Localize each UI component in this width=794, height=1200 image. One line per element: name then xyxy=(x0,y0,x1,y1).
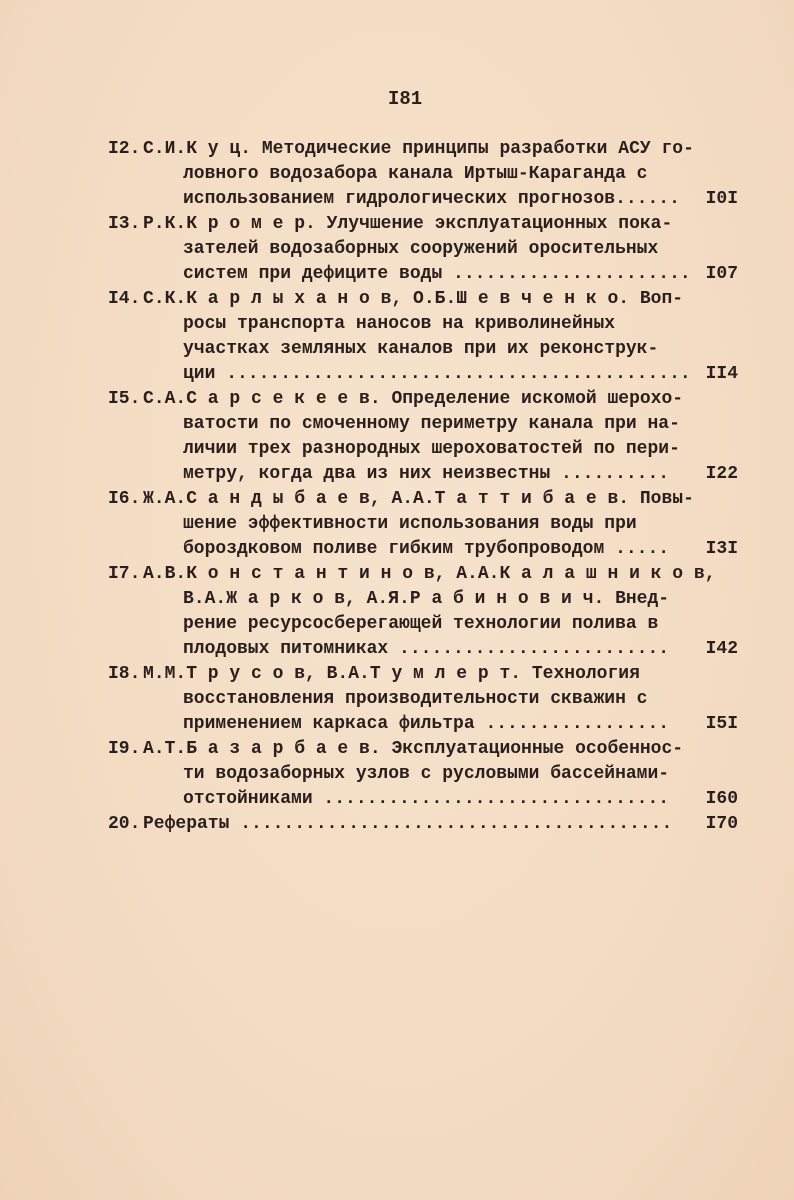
entry-page-number: I07 xyxy=(705,264,738,284)
entry-text: С.И.К у ц. Методические принципы разработки АСУ го- xyxy=(143,139,694,159)
entry-text: Ж.А.С а н д ы б а е в, А.А.Т а т т и б а е в. Повы- xyxy=(143,489,694,509)
entry-text: ватости по смоченному периметру канала при на- xyxy=(183,414,680,434)
toc-line xyxy=(108,712,738,737)
toc-line xyxy=(108,687,738,712)
entry-page-number: I22 xyxy=(705,464,738,484)
toc-line xyxy=(108,412,738,437)
toc-entry xyxy=(108,737,738,812)
toc-line xyxy=(108,787,738,812)
entry-text: Рефераты ........................................ xyxy=(143,814,673,834)
toc-line xyxy=(108,612,738,637)
toc-entry xyxy=(108,562,738,662)
toc-entry xyxy=(108,287,738,387)
entry-number: I5. xyxy=(108,389,141,409)
entry-page-number: I5I xyxy=(705,714,738,734)
toc-line xyxy=(108,287,738,312)
entry-text: ловного водозабора канала Иртыш-Караганда с xyxy=(183,164,648,184)
entry-text: применением каркаса фильтра ................. xyxy=(183,714,670,734)
toc-line xyxy=(108,562,738,587)
toc-line xyxy=(108,637,738,662)
entry-text: В.А.Ж а р к о в, А.Я.Р а б и н о в и ч. Внед- xyxy=(183,589,670,609)
entry-text: рение ресурсосберегающей технологии полива в xyxy=(183,614,659,634)
entry-number: I9. xyxy=(108,739,141,759)
toc-line xyxy=(108,262,738,287)
page-number: I81 xyxy=(388,88,423,110)
toc-line xyxy=(108,137,738,162)
toc-entry xyxy=(108,212,738,287)
toc-entry xyxy=(108,812,738,837)
entry-text: С.А.С а р с е к е е в. Определение искомой шерохо- xyxy=(143,389,684,409)
entry-page-number: I3I xyxy=(705,539,738,559)
table-of-contents xyxy=(108,137,738,837)
entry-number: I8. xyxy=(108,664,141,684)
entry-text: С.К.К а р л ы х а н о в, О.Б.Ш е в ч е н к о. Воп- xyxy=(143,289,684,309)
entry-text: отстойниками ................................ xyxy=(183,789,670,809)
toc-line xyxy=(108,437,738,462)
toc-line xyxy=(108,387,738,412)
toc-line xyxy=(108,537,738,562)
toc-entry xyxy=(108,137,738,212)
toc-line xyxy=(108,212,738,237)
entry-number: I7. xyxy=(108,564,141,584)
entry-number: I2. xyxy=(108,139,141,159)
toc-entry xyxy=(108,662,738,737)
toc-line xyxy=(108,662,738,687)
toc-entry xyxy=(108,387,738,487)
toc-line xyxy=(108,762,738,787)
toc-line xyxy=(108,237,738,262)
entry-text: Р.К.К р о м е р. Улучшение эксплуатационных пока- xyxy=(143,214,673,234)
entry-text: участках земляных каналов при их реконструк- xyxy=(183,339,659,359)
entry-page-number: I42 xyxy=(705,639,738,659)
entry-page-number: I0I xyxy=(705,189,738,209)
entry-text: метру, когда два из них неизвестны .......... xyxy=(183,464,670,484)
entry-text: использованием гидрологических прогнозов...... xyxy=(183,189,680,209)
entry-page-number: II4 xyxy=(705,364,738,384)
entry-number: I4. xyxy=(108,289,141,309)
entry-text: систем при дефиците воды ...................... xyxy=(183,264,691,284)
toc-line xyxy=(108,737,738,762)
entry-text: личии трех разнородных шероховатостей по пери- xyxy=(183,439,680,459)
entry-text: шение эффективности использования воды при xyxy=(183,514,637,534)
toc-line xyxy=(108,462,738,487)
entry-text: А.Т.Б а з а р б а е в. Эксплуатационные особеннос- xyxy=(143,739,684,759)
toc-line xyxy=(108,312,738,337)
entry-text: росы транспорта наносов на криволинейных xyxy=(183,314,616,334)
entry-text: плодовых питомниках ......................... xyxy=(183,639,670,659)
entry-text: восстановления производительности скважин с xyxy=(183,689,648,709)
entry-text: ти водозаборных узлов с русловыми бассейнами- xyxy=(183,764,670,784)
toc-line xyxy=(108,512,738,537)
entry-page-number: I60 xyxy=(705,789,738,809)
toc-line xyxy=(108,487,738,512)
toc-line xyxy=(108,337,738,362)
toc-line xyxy=(108,587,738,612)
entry-text: ции ........................................... xyxy=(183,364,691,384)
toc-line xyxy=(108,812,738,837)
toc-line xyxy=(108,362,738,387)
entry-text: бороздковом поливе гибким трубопроводом ..... xyxy=(183,539,670,559)
entry-text: М.М.Т р у с о в, В.А.Т у м л е р т. Технология xyxy=(143,664,640,684)
toc-entry xyxy=(108,487,738,562)
toc-line xyxy=(108,187,738,212)
toc-line xyxy=(108,162,738,187)
entry-number: I3. xyxy=(108,214,141,234)
entry-number: I6. xyxy=(108,489,141,509)
entry-page-number: I70 xyxy=(705,814,738,834)
entry-text: А.В.К о н с т а н т и н о в, А.А.К а л а ш н и к о в, xyxy=(143,564,716,584)
entry-text: зателей водозаборных сооружений оросительных xyxy=(183,239,659,259)
entry-number: 20. xyxy=(108,814,141,834)
